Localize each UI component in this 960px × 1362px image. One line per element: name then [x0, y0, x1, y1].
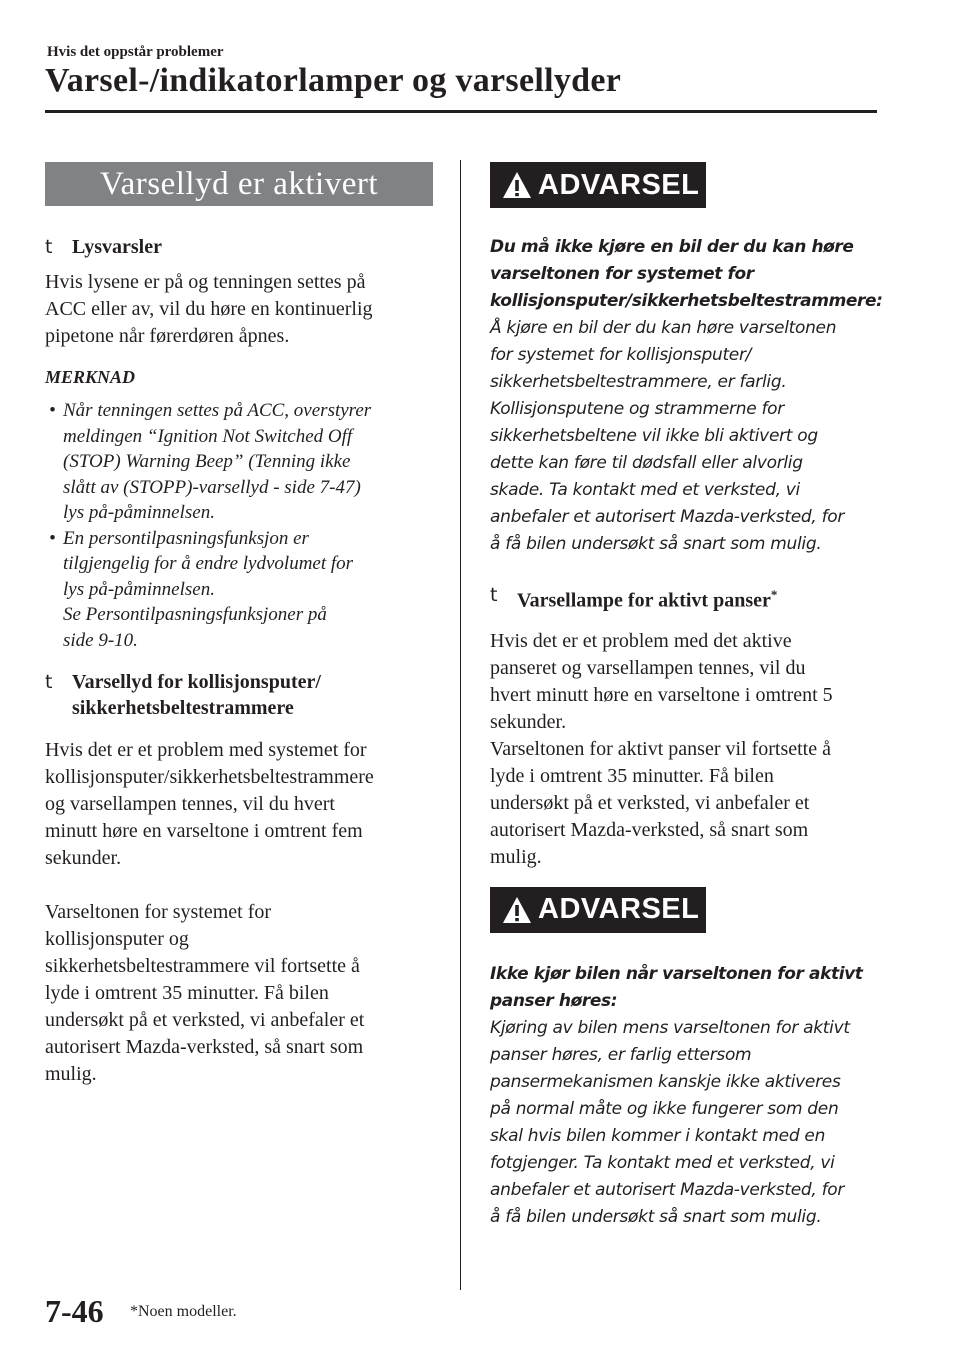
text-line: Kjøring av bilen mens varseltonen for aktivt: [490, 1017, 850, 1038]
warning-block-aktivt-panser: [490, 961, 882, 1231]
text-line: autorisert Mazda-verksted, så snart som: [490, 818, 809, 841]
text-line: undersøkt på et verksted, vi anbefaler et: [45, 1009, 365, 1031]
text-line: sikkerhetsbeltestrammere, er farlig.: [490, 372, 787, 392]
text-line: skal hvis bilen kommer i kontakt med en: [490, 1125, 826, 1146]
text-line: panseret og varsellampen tennes, vil du: [490, 656, 806, 679]
text-line: Varseltonen for systemet for: [45, 901, 272, 923]
text-line: side 9-10.: [63, 629, 138, 651]
text-line: slått av (STOPP)-varsellyd - side 7-47): [63, 476, 361, 498]
text-line: Når tenningen settes på ACC, overstyrer: [63, 400, 372, 421]
chapter-label: Hvis det oppstår problemer: [47, 44, 224, 60]
warning-badge: [490, 162, 706, 208]
warning-label: ADVARSEL: [538, 893, 700, 926]
text-line: lys på-påminnelsen.: [63, 502, 215, 523]
text-line: Kollisjonsputene og strammerne for: [490, 399, 784, 419]
text-line: mulig.: [490, 845, 542, 868]
left-column: [45, 162, 437, 1088]
warning-block-kollisjonsputer: [490, 234, 882, 558]
subheading-text: Lysvarsler: [72, 236, 162, 258]
section-marker: t: [490, 584, 498, 606]
warning-triangle-icon: [502, 171, 532, 199]
bullet: •: [49, 527, 56, 549]
text-line: Varseltonen for aktivt panser vil fortsette å: [490, 737, 831, 760]
text-line: for systemet for kollisjonsputer/: [490, 345, 752, 365]
text-line: Å kjøre en bil der du kan høre varseltonen: [490, 318, 837, 338]
text-line: (STOP) Warning Beep” (Tenning ikke: [63, 451, 351, 472]
text-line: sekunder.: [45, 847, 122, 869]
footnote: *Noen modeller.: [130, 1303, 237, 1320]
section-marker: t: [45, 236, 53, 258]
subheading-kollisjonsputer: [45, 669, 437, 721]
title-rule: [45, 110, 877, 113]
text-line: skade. Ta kontakt med et verksted, vi: [490, 480, 800, 500]
text-line: varseltonen for systemet for: [490, 264, 754, 284]
text-line: lys på-påminnelsen.: [63, 578, 215, 600]
text-line: Du må ikke kjøre en bil der du kan høre: [490, 237, 854, 257]
subheading-text: Varsellyd for kollisjonsputer/: [72, 671, 321, 693]
text-line: pipetone når førerdøren åpnes.: [45, 325, 290, 347]
text-line: panser høres:: [490, 990, 618, 1011]
text-line: lyde i omtrent 35 minutter. Få bilen: [45, 982, 329, 1004]
text-line: dette kan føre til dødsfall eller alvorlig: [490, 453, 803, 473]
text-line: minutt høre en varseltone i omtrent fem: [45, 820, 363, 842]
text-line: sikkerhetsbeltene vil ikke bli aktivert og: [490, 426, 818, 446]
text-line: lyde i omtrent 35 minutter. Få bilen: [490, 764, 774, 787]
text-line: kollisjonsputer/sikkerhetsbeltestrammere:: [490, 291, 883, 311]
text-line: på normal måte og ikke fungerer som den: [490, 1098, 839, 1119]
column-divider: [460, 160, 461, 1290]
note-item: [45, 526, 437, 654]
text-line: sikkerhetsbeltestrammere vil fortsette å: [45, 955, 360, 977]
text-line: autorisert Mazda-verksted, så snart som: [45, 1036, 364, 1058]
text-line: En persontilpasningsfunksjon er: [63, 527, 309, 549]
text-line: Hvis det er et problem med det aktive: [490, 629, 792, 652]
text-line: meldingen “Ignition Not Switched Off: [63, 425, 353, 447]
text-line: å få bilen undersøkt så snart som mulig.: [490, 1206, 822, 1227]
note-item: [45, 398, 437, 526]
text-line: og varsellampen tennes, vil du hvert: [45, 793, 335, 815]
subheading-text: sikkerhetsbeltestrammere: [72, 697, 294, 719]
note-heading: MERKNAD: [45, 367, 136, 387]
text-line: ACC eller av, vil du høre en kontinuerlig: [45, 298, 373, 320]
warning-badge: [490, 887, 706, 933]
text-line: anbefaler et autorisert Mazda-verksted, for: [490, 1179, 845, 1200]
text-line: hvert minutt høre en varseltone i omtrent 5: [490, 683, 833, 706]
page-number: 7-46: [45, 1293, 104, 1329]
text-line: Ikke kjør bilen når varseltonen for aktivt: [490, 963, 863, 984]
paragraph-aktivt-panser: [490, 628, 882, 871]
text-line: panser høres, er farlig ettersom: [490, 1044, 752, 1065]
warning-label: ADVARSEL: [538, 168, 700, 201]
page-title: Varsel-/indikatorlamper og varsellyder: [45, 62, 622, 99]
text-line: Hvis lysene er på og tenningen settes på: [45, 271, 366, 293]
subheading-lysvarsler: [45, 234, 437, 260]
right-column: [490, 162, 882, 1231]
text-line: fotgjenger. Ta kontakt med et verksted, vi: [490, 1152, 835, 1173]
text-line: kollisjonsputer/sikkerhetsbeltestrammere: [45, 766, 374, 788]
paragraph-kollisjonsputer-1: [45, 737, 437, 872]
text-line: undersøkt på et verksted, vi anbefaler et: [490, 791, 810, 814]
paragraph-lysvarsler: [45, 269, 437, 350]
section-marker: t: [45, 671, 53, 693]
section-banner: Varsellyd er aktivert: [45, 162, 433, 206]
warning-triangle-icon: [502, 896, 532, 924]
text-line: Se Persontilpasningsfunksjoner på: [63, 604, 327, 625]
text-line: Hvis det er et problem med systemet for: [45, 739, 367, 761]
text-line: tilgjengelig for å endre lydvolumet for: [63, 553, 354, 574]
text-line: anbefaler et autorisert Mazda-verksted, for: [490, 507, 845, 527]
subheading-aktivt-panser: [490, 582, 882, 614]
bullet: •: [49, 400, 56, 421]
subheading-text: Varsellampe for aktivt panser: [517, 589, 771, 612]
text-line: sekunder.: [490, 710, 567, 733]
text-line: mulig.: [45, 1063, 97, 1085]
paragraph-kollisjonsputer-2: [45, 899, 437, 1088]
text-line: å få bilen undersøkt så snart som mulig.: [490, 534, 822, 554]
footnote-star: *: [770, 587, 778, 602]
text-line: kollisjonsputer og: [45, 928, 189, 950]
text-line: pansermekanismen kanskje ikke aktiveres: [490, 1071, 841, 1092]
